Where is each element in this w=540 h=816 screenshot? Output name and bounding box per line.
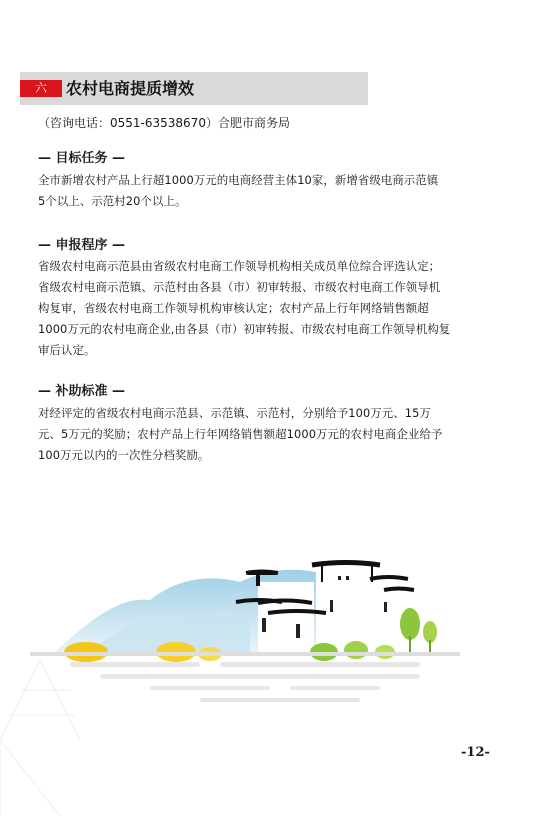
water-reflections [70, 662, 420, 702]
background-buildings [0, 660, 80, 816]
subsidy-text: 对经评定的省级农村电商示范县、示范镇、示范村，分别给予100万元、15万 元、5万元的奖励；农村产品上行年网络销售额超1000万元的农村电商企业给予 100万元以内的一次性分档奖励。 [38, 406, 443, 462]
procedure-heading: — 申报程序 — [38, 238, 126, 253]
village-landscape-illustration [0, 540, 540, 816]
subsidy-heading: — 补助标准 — [38, 384, 126, 399]
section-title: 农村电商提质增效 [66, 79, 195, 98]
goal-text: 全市新增农村产品上行超1000万元的电商经营主体10家，新增省级电商示范镇 5个以上、示范村20个以上。 [38, 173, 439, 208]
page-number: -12- [461, 745, 490, 760]
contact-info: （咨询电话：0551-63538670）合肥市商务局 [38, 116, 290, 130]
ground-line [30, 652, 460, 656]
procedure-text: 省级农村电商示范县由省级农村电商工作领导机构相关成员单位综合评选认定； 省级农村电商示范镇、示范村由各县（市）初审转报、市级农村电商工作领导机 构复审，省级农村电商工作领导机构审核认定；农村产品上行年网络销售额超 1000万元的农村电商企业,由各县（市）初审转报、市级农村电商工作领导机构复 审后认定。 [38, 259, 451, 357]
section-number-badge: 六 [20, 80, 62, 97]
goal-heading: — 目标任务 — [38, 151, 126, 166]
